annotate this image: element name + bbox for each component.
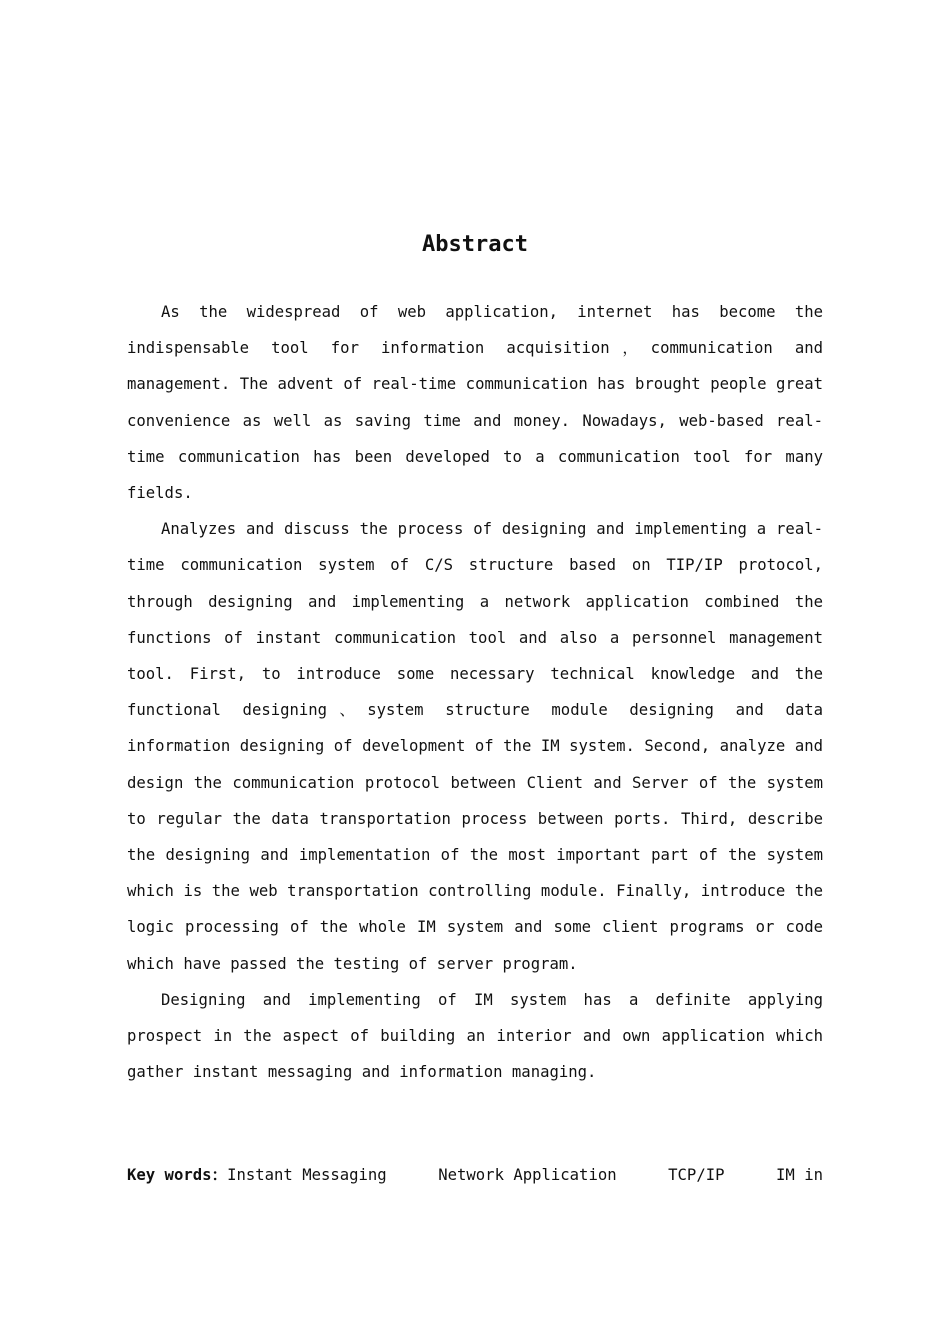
abstract-paragraph-3: Designing and implementing of IM system has a definite applying prospect in the aspect of building an interior and own application which gather instant messaging and information managing. — [127, 990, 823, 1082]
keywords-line — [127, 1158, 823, 1192]
abstract-paragraph-2: Analyzes and discuss the process of designing and implementing a real-time communication system of C/S structure based on TIP/IP protocol, through designing and implementing a network application combined the functions of instant communication tool and also a personnel management tool. First, to introduce some necessary technical knowledge and the functional designing、system structure module designing and data information designing of development of the IM system. Second, analyze and design the communication protocol between Client and Server of the system to regular the data transportation process between ports. Third, describe the designing and implementation of the most important part of the system which is the web transportation controlling module. Finally, introduce the logic processing of the whole IM system and some client programs or code which have passed the testing of server program. — [127, 520, 823, 973]
abstract-body — [127, 294, 823, 1090]
keyword-item: IM in — [776, 1166, 823, 1184]
keywords-first-group — [127, 1158, 387, 1192]
keyword-item: TCP/IP — [668, 1166, 725, 1184]
abstract-title: Abstract — [422, 232, 528, 257]
keywords-label: Key words： — [127, 1166, 228, 1184]
keyword-item: Instant Messaging — [227, 1166, 387, 1184]
abstract-paragraph-1: As the widespread of web application, internet has become the indispensable tool for information acquisition，communication and management. The advent of real-time communication has brought people great convenience as well as saving time and money. Nowadays, web-based real-time communication has been developed to a communication tool for many fields. — [127, 303, 823, 503]
keyword-item: Network Application — [438, 1166, 617, 1184]
